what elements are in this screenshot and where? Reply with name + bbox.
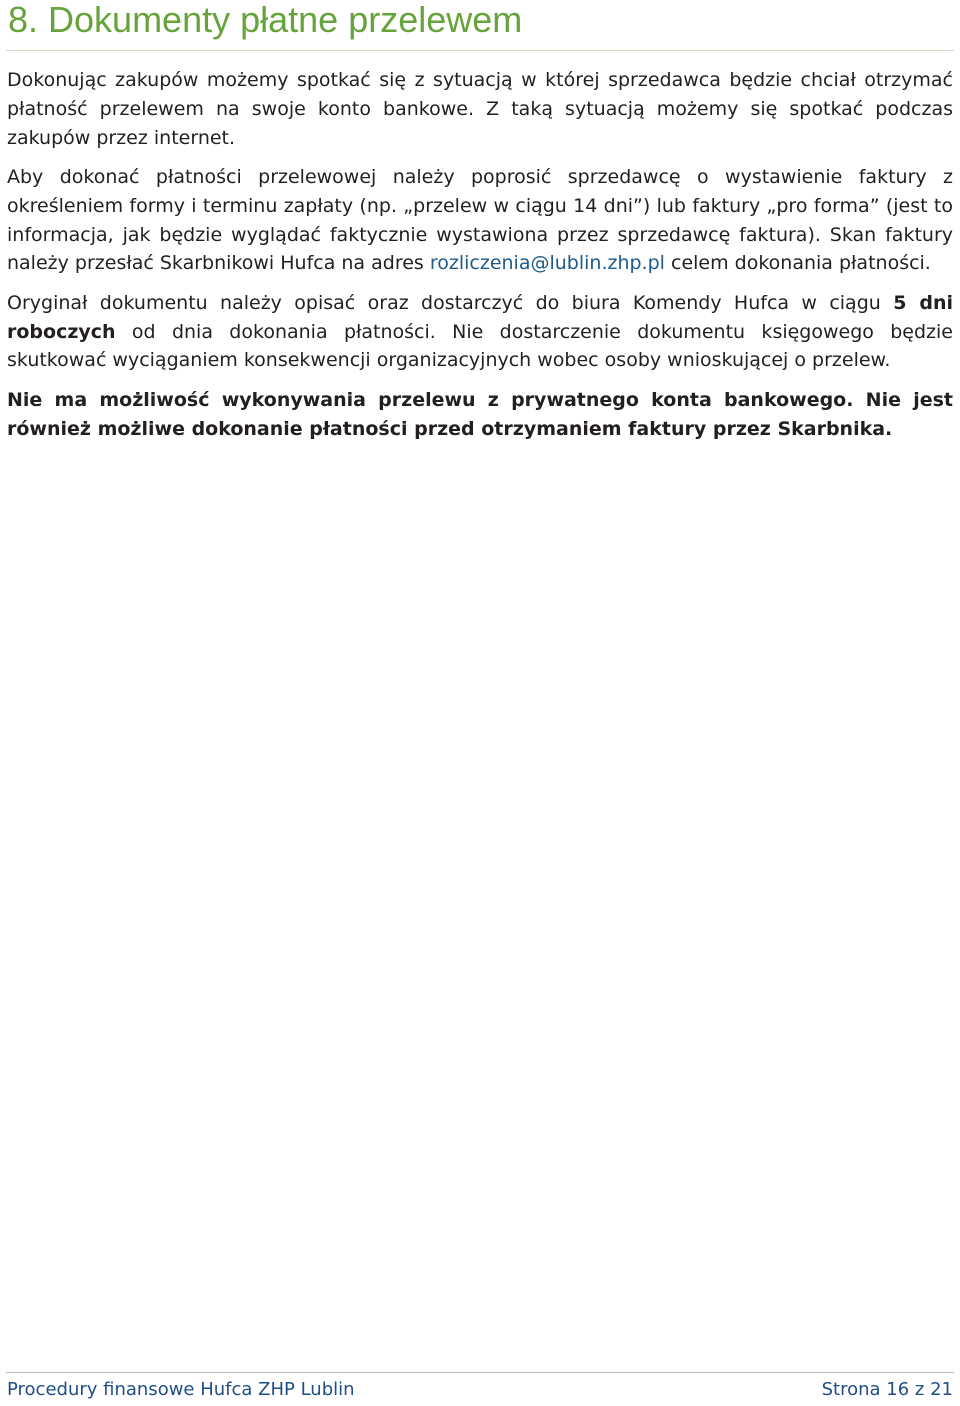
footer-document-title: Procedury finansowe Hufca ZHP Lublin <box>7 1379 355 1400</box>
paragraph-payment-request <box>7 163 953 278</box>
section-title: 8. Dokumenty płatne przelewem <box>8 0 523 40</box>
heading-divider <box>6 50 954 51</box>
paragraph-intro-text: Dokonując zakupów możemy spotkać się z sytuacją w której sprzedawca będzie chciał otrzymać płatność przelewem na swoje konto bankowe. Z taką sytuacją możemy się spotkać podczas zakupów przez internet. <box>7 69 953 149</box>
paragraph-original-text: Oryginał dokumentu należy opisać oraz dostarczyć do biura Komendy Hufca w ciągu <box>7 291 894 314</box>
deadline-emphasis: 5 dni roboczych <box>7 291 953 343</box>
paragraph-original-document <box>7 289 953 375</box>
document-body <box>7 66 953 454</box>
page-footer <box>7 1378 953 1402</box>
footer-divider <box>6 1372 954 1373</box>
email-link[interactable]: rozliczenia@lublin.zhp.pl <box>429 252 665 275</box>
paragraph-restriction <box>7 386 953 444</box>
paragraph-original-text-end: od dnia dokonania płatności. Nie dostarczenie dokumentu księgowego będzie skutkować wyciąganiem konsekwencji organizacyjnych wobec osoby wnioskującej o przelew. <box>7 320 953 372</box>
paragraph-payment-text-end: celem dokonania płatności. <box>664 252 931 275</box>
paragraph-restriction-text: Nie ma możliwość wykonywania przelewu z prywatnego konta bankowego. Nie jest również możliwe dokonanie płatności przed otrzymaniem faktury przez Skarbnika. <box>7 388 953 440</box>
paragraph-payment-text: Aby dokonać płatności przelewowej należy poprosić sprzedawcę o wystawienie faktury z określeniem formy i terminu zapłaty (np. „przelew w ciągu 14 dni”) lub faktury „pro forma” (jest to informacja, jak będzie wyglądać faktycznie wystawiona przez sprzedawcę faktura). Skan faktury należy przesłać Skarbnikowi Hufca na adres <box>7 165 953 275</box>
paragraph-intro <box>7 66 953 152</box>
footer-page-number: Strona 16 z 21 <box>821 1379 953 1400</box>
